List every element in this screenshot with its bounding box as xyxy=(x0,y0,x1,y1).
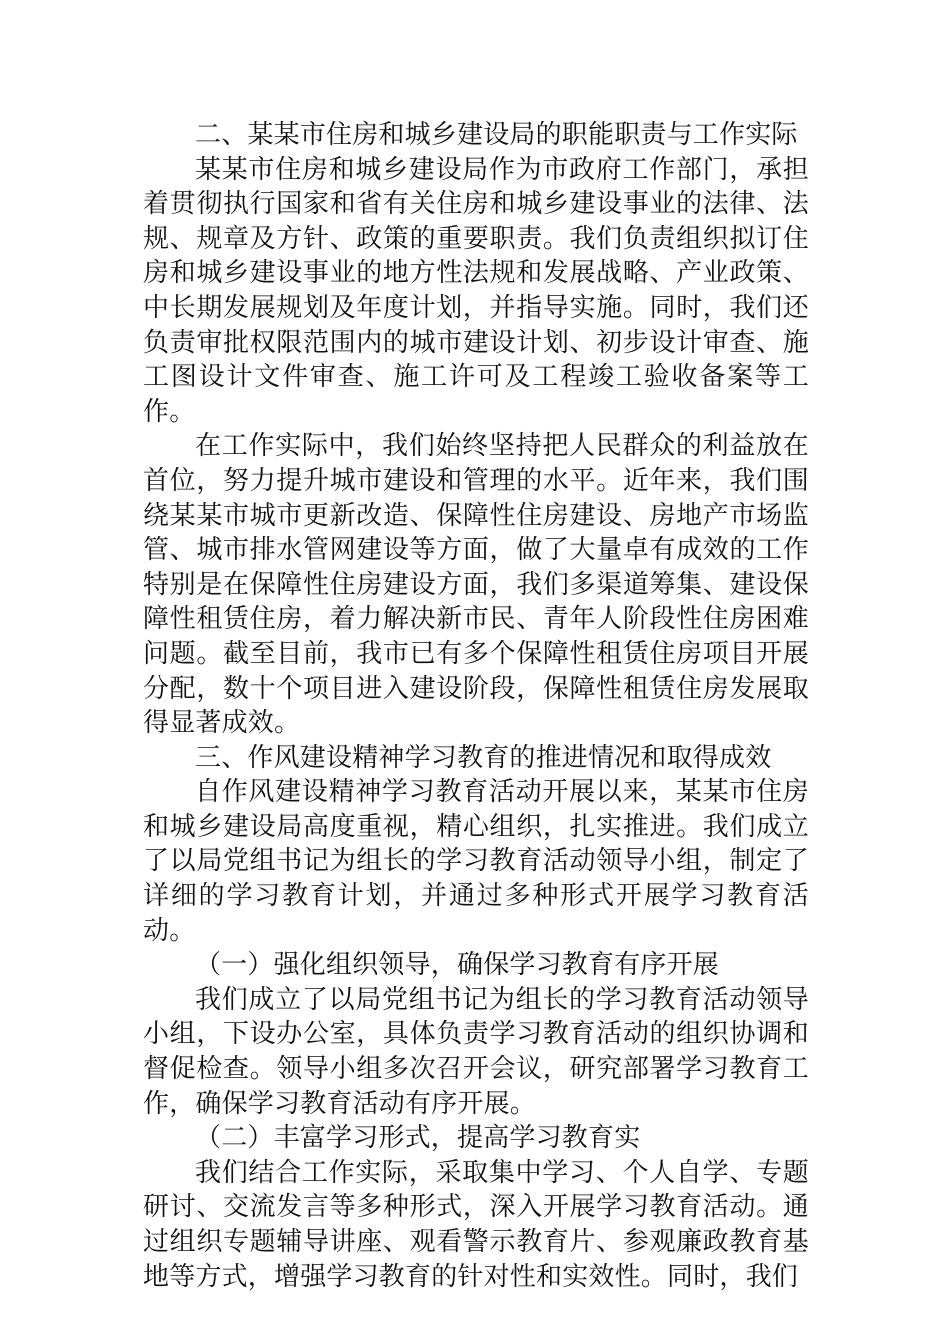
section-heading-2: 二、某某市住房和城乡建设局的职能职责与工作实际 xyxy=(195,120,798,150)
paragraph-leadership: 我们成立了以局党组书记为组长的学习教育活动领导小组，下设办公室，具体负责学习教育活动的组织协调和督促检查。领导小组多次召开会议，研究部署学习教育工作，确保学习教育活动有序开展。 xyxy=(143,984,809,1119)
section-heading-3: 三、作风建设精神学习教育的推进情况和取得成效 xyxy=(195,742,772,773)
paragraph-duties: 某某市住房和城乡建设局作为市政府工作部门，承担着贯彻执行国家和省有关住房和城乡建设事业的法律、法规、规章及方针、政策的重要职责。我们负责组织拟订住房和城乡建设事业的地方性法规和发展战略、产业政策、中长期发展规划及年度计划，并指导实施。同时，我们还负责审批权限范围内的城市建设计划、初步设计审查、施工图设计文件审查、施工许可及工程竣工验收备案等工作。 xyxy=(143,154,809,427)
paragraph-education-overview: 自作风建设精神学习教育活动开展以来，某某市住房和城乡建设局高度重视，精心组织，扎实推进。我们成立了以局党组书记为组长的学习教育活动领导小组，制定了详细的学习教育计划，并通过多种形式开展学习教育活动。 xyxy=(143,777,809,946)
paragraph-work-practice: 在工作实际中，我们始终坚持把人民群众的利益放在首位，努力提升城市建设和管理的水平。近年来，我们围绕某某市城市更新改造、保障性住房建设、房地产市场监管、城市排水管网建设等方面，做了大量卓有成效的工作特别是在保障性住房建设方面，我们多渠道筹集、建设保障性租赁住房，着力解决新市民、青年人阶段性住房困难问题。截至目前，我市已有多个保障性租赁住房项目开展分配，数十个项目进入建设阶段，保障性租赁住房发展取得显著成效。 xyxy=(143,431,809,739)
document-body xyxy=(143,118,809,1294)
subsection-heading-1: （一）强化组织领导，确保学习教育有序开展 xyxy=(195,950,720,981)
subsection-heading-2: （二）丰富学习形式，提高学习教育实 xyxy=(195,1123,641,1154)
paragraph-learning-forms: 我们结合工作实际，采取集中学习、个人自学、专题研讨、交流发言等多种形式，深入开展学习教育活动。通过组织专题辅导讲座、观看警示教育片、参观廉政教育基地等方式，增强学习教育的针对性和实效性。同时，我们 xyxy=(143,1157,809,1292)
